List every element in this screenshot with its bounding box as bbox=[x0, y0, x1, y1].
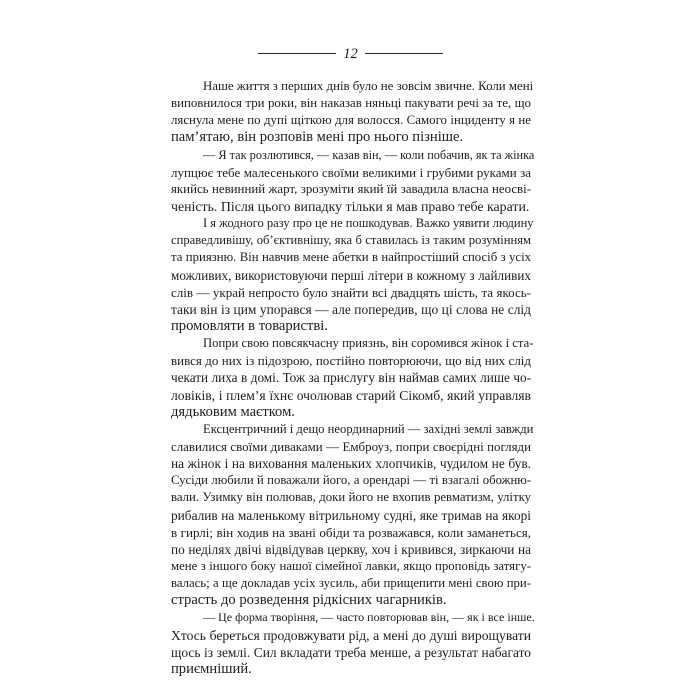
text-line: славилися своїми диваками — Емброуз, попри своєрідні погляди bbox=[171, 438, 531, 454]
text-line: таки він із цим упорався — але попередив, що ці слова не слід bbox=[171, 301, 531, 317]
text-line: пам’ятаю, він розповів мені про нього пізніше. bbox=[171, 129, 464, 146]
text-line: ляснула мене по дупі щіткою для волосся. Самого інциденту я не bbox=[171, 113, 531, 128]
text-line: І я жодного разу про це не пошкодував. Важко уявити людину bbox=[203, 216, 534, 231]
body-text bbox=[171, 78, 535, 678]
header-rule-right bbox=[365, 53, 443, 54]
text-line: на жінок і на виховання маленьких хлопчиків, чудилом не був. bbox=[171, 456, 531, 472]
text-line: щось із землі. Сил вкладати треба менше, а результат набагато bbox=[171, 644, 531, 660]
text-line: справедливішу, об’єктивнішу, яка б ставилась із таким розумінням bbox=[171, 233, 531, 248]
page-header bbox=[0, 44, 700, 64]
text-line: — Це форма творіння, — часто повторював він, — як і все інше. bbox=[203, 610, 535, 625]
paragraph bbox=[171, 421, 534, 610]
text-line: вали. Узимку він полював, доки його не вхопив ревматизм, улітку bbox=[171, 490, 531, 505]
text-line: лупцює тебе малесенького своїми великими і грубими руками за bbox=[171, 164, 531, 180]
text-line: можливих, використовуючи перші літери в кожному з лайливих bbox=[171, 267, 531, 283]
text-line: Сусіди любили й поважали його, а орендарі — ті взагалі обожню- bbox=[171, 473, 531, 488]
text-line: вився до них із підозрою, постійно повторюючи, що від них слід bbox=[171, 353, 531, 369]
text-line: якийсь невинний жарт, зрозуміти який їй завадила власна неосві- bbox=[171, 181, 531, 196]
text-line: Хтось береться продовжувати рід, а мені до душі вирощувати bbox=[171, 627, 531, 643]
paragraph bbox=[171, 147, 535, 216]
text-line: страсть до розведення рідкісних чагарників. bbox=[171, 592, 447, 609]
text-line: Ексцентричний і дещо неординарний — західні землі завжди bbox=[203, 421, 534, 436]
paragraph bbox=[171, 335, 534, 421]
text-line: по неділях двічі відвідував церкву, хоч і кривився, зиркаючи на bbox=[171, 541, 531, 557]
text-line: промовляти в товаристві. bbox=[171, 317, 328, 334]
paragraph bbox=[171, 609, 535, 678]
header-rule-left bbox=[258, 53, 336, 54]
text-line: та приязню. Він навчив мене абетки в найпростіший спосіб з усіх bbox=[171, 250, 531, 265]
text-line: ченість. Після цього випадку тільки я мав право тебе карати. bbox=[171, 198, 530, 214]
text-line: Попри свою повсякчасну приязнь, він соромився жінок і ста- bbox=[203, 336, 534, 351]
text-line: дядьковим маєтком. bbox=[171, 403, 295, 420]
text-line: ловіків, і плем’я їхнє очолював старий Сікомб, який управляв bbox=[171, 387, 531, 403]
text-line: слів — украй непросто було знайти всі двадцять шість, та якось- bbox=[171, 284, 531, 300]
text-line: валась; а ще докладав усіх зусиль, аби прищепити мені свою при- bbox=[171, 576, 531, 591]
text-line: рибалив на маленькому вітрильному судні, яке тримав на якорі bbox=[171, 507, 531, 523]
text-line: виповнилося три роки, він наказав няньці пакувати речі за те, що bbox=[171, 96, 531, 111]
page-number: 12 bbox=[343, 46, 358, 62]
text-line: в гирлі; він ходив на звані обіди та розважався, коли заманеться, bbox=[171, 524, 531, 540]
paragraph bbox=[171, 215, 534, 335]
text-line: мене з іншого боку нашої сімейної лавки, якщо проповідь затягу- bbox=[171, 558, 531, 573]
text-line: приємніший. bbox=[171, 660, 252, 677]
text-line: — Я так розлютився, — казав він, — коли побачив, як та жінка bbox=[203, 147, 535, 162]
paragraph bbox=[171, 78, 534, 147]
text-line: Наше життя з перших днів було не зовсім звичне. Коли мені bbox=[203, 79, 534, 93]
text-line: чекати лиха в домі. Тож за прислугу він наймав самих лише чо- bbox=[171, 370, 531, 386]
